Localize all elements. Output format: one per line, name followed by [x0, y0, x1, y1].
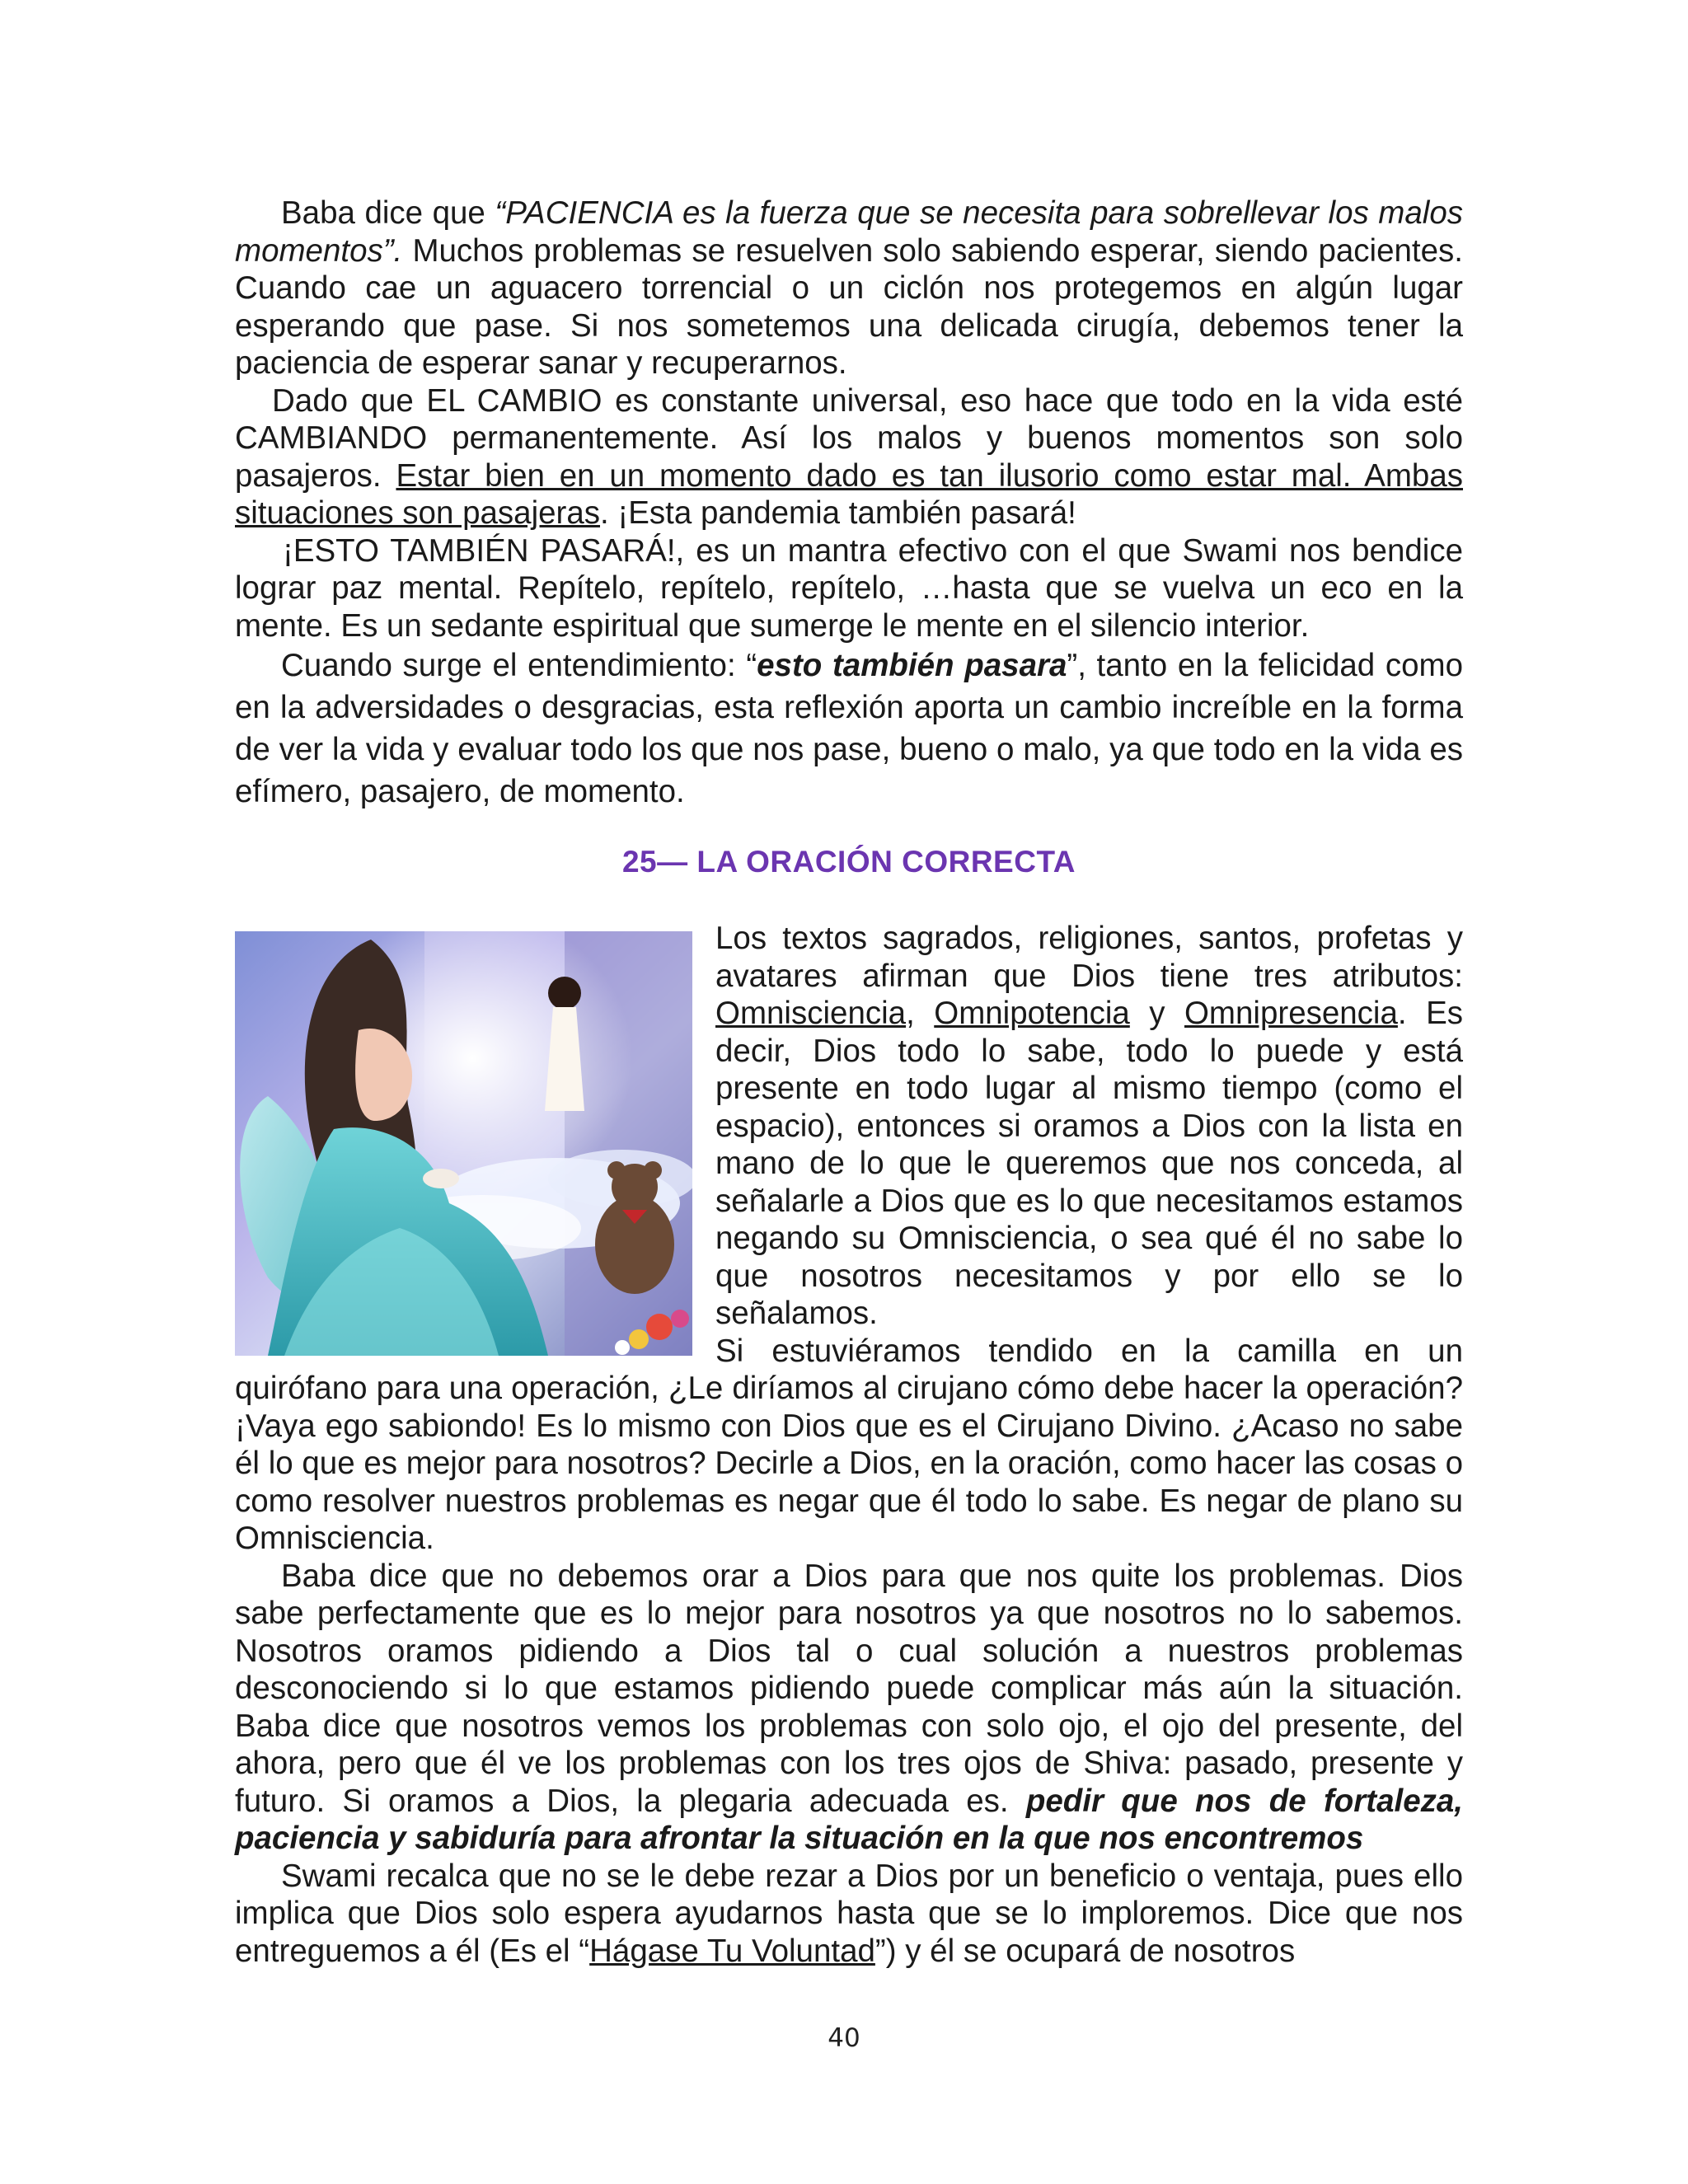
- paragraph-atributos: Los textos sagrados, religiones, santos, profetas y avatares afirman que Dios tiene tres atributos: Omnisciencia, Omnipotencia y Omnipresencia. Es decir, Dios todo lo sabe, todo lo puede y está presente en todo lugar al mismo tiempo (como el espacio), entonces si oramos a Dios con la lista en mano de lo que le queremos que nos conceda, al señalarle a Dios que es lo que necesitamos estamos negando su Omnisciencia, o sea qué él no sabe lo que nosotros necesitamos y por ello se lo señalamos.: [715, 921, 1463, 1331]
- wrapped-text-block: [715, 920, 1463, 1370]
- bold-italic-plegaria: pedir que nos de fortaleza, paciencia y sabiduría para afrontar la situación en la que nos encontremos: [235, 1783, 1463, 1856]
- paragraph-paciencia: Baba dice que “PACIENCIA es la fuerza que se necesita para sobrellevar los malos momentos”. Muchos problemas se resuelven solo sabiendo esperar, siendo pacientes. Cuando cae un aguacero torrencial o un ciclón nos protegemos en algún lugar esperando que pase. Si nos sometemos una delicada cirugía, debemos tener la paciencia de esperar sanar y recuperarnos.: [235, 195, 1463, 381]
- paragraph-problemas: Baba dice que no debemos orar a Dios para que nos quite los problemas. Dios sabe perfectamente que es lo mejor para nosotros ya que nosotros no lo sabemos. Nosotros oramos pidiendo a Dios tal o cual solución a nuestros problemas desconociendo si lo que estamos pidiendo puede complicar más aún la situación. Baba dice que nosotros vemos los problemas con solo ojo, el ojo del presente, del ahora, pero que él ve los problemas con los tres ojos de Shiva: pasado, presente y futuro. Si oramos a Dios, la plegaria adecuada es. pedir que nos de fortaleza, paciencia y sabiduría para afrontar la situación en la que nos encontremos: [235, 1558, 1463, 1856]
- angel-girl-image: [235, 931, 692, 1356]
- section-heading: 25— LA ORACIÓN CORRECTA: [621, 845, 1076, 879]
- paragraph-entendimiento: Cuando surge el entendimiento: “esto también pasara”, tanto en la felicidad como en la adversidades o desgracias, esta reflexión aporta un cambio increíble en la forma de ver la vida y evaluar todo los que nos pase, bueno o malo, ya que todo en la vida es efímero, pasajero, de momento.: [235, 648, 1463, 809]
- angel-girl-illustration: [235, 931, 692, 1356]
- bold-italic-phrase: esto también pasara: [757, 648, 1067, 683]
- paragraph-quirofano-start: Si estuviéramos tendido en la camilla en un: [715, 1333, 1463, 1369]
- bottom-text-block: [235, 1370, 1463, 1970]
- paragraph-quirofano: quirófano para una operación, ¿Le diríamos al cirujano cómo debe hacer la operación? ¡Vaya ego sabiondo! Es lo mismo con Dios que es el Cirujano Divino. ¿Acaso no sabe él lo que es mejor para nosotros? Decirle a Dios, en la oración, como hacer las cosas o como resolver nuestros problemas es negar que él todo lo sabe. Es negar de plano su Omnisciencia.: [235, 1371, 1463, 1556]
- underlined-phrase: Estar bien en un momento dado es tan ilusorio como estar mal. Ambas situaciones son pasajeras: [235, 457, 1463, 531]
- paragraph-swami-recalca: Swami recalca que no se le debe rezar a Dios por un beneficio o ventaja, pues ello implica que Dios solo espera ayudarnos hasta que se lo imploremos. Dice que nos entreguemos a él (Es el “Hágase Tu Voluntad”) y él se ocupará de nosotros: [235, 1858, 1463, 1969]
- page-number: 40: [828, 2023, 860, 2053]
- omnipresencia-term: Omnipresencia: [1184, 996, 1398, 1031]
- paragraph-mantra: ¡ESTO TAMBIÉN PASARÁ!, es un mantra efectivo con el que Swami nos bendice lograr paz mental. Repítelo, repítelo, repítelo, …hasta que se vuelva un eco en la mente. Es un sedante espiritual que sumerge le mente en el silencio interior.: [235, 532, 1463, 644]
- paragraph-cambio: Dado que EL CAMBIO es constante universal, eso hace que todo en la vida esté CAMBIANDO permanentemente. Así los malos y buenos momentos son solo pasajeros. Estar bien en un momento dado es tan ilusorio como estar mal. Ambas situaciones son pasajeras. ¡Esta pandemia también pasará!: [235, 382, 1463, 531]
- omnipotencia-term: Omnipotencia: [934, 996, 1130, 1031]
- hagase-tu-voluntad: Hágase Tu Voluntad: [589, 1933, 875, 1969]
- paciencia-quote: “PACIENCIA es la fuerza que se necesita para sobrellevar los malos momentos”.: [235, 195, 1463, 269]
- omnisciencia-term: Omnisciencia: [715, 996, 907, 1031]
- top-text-block: [235, 194, 1463, 813]
